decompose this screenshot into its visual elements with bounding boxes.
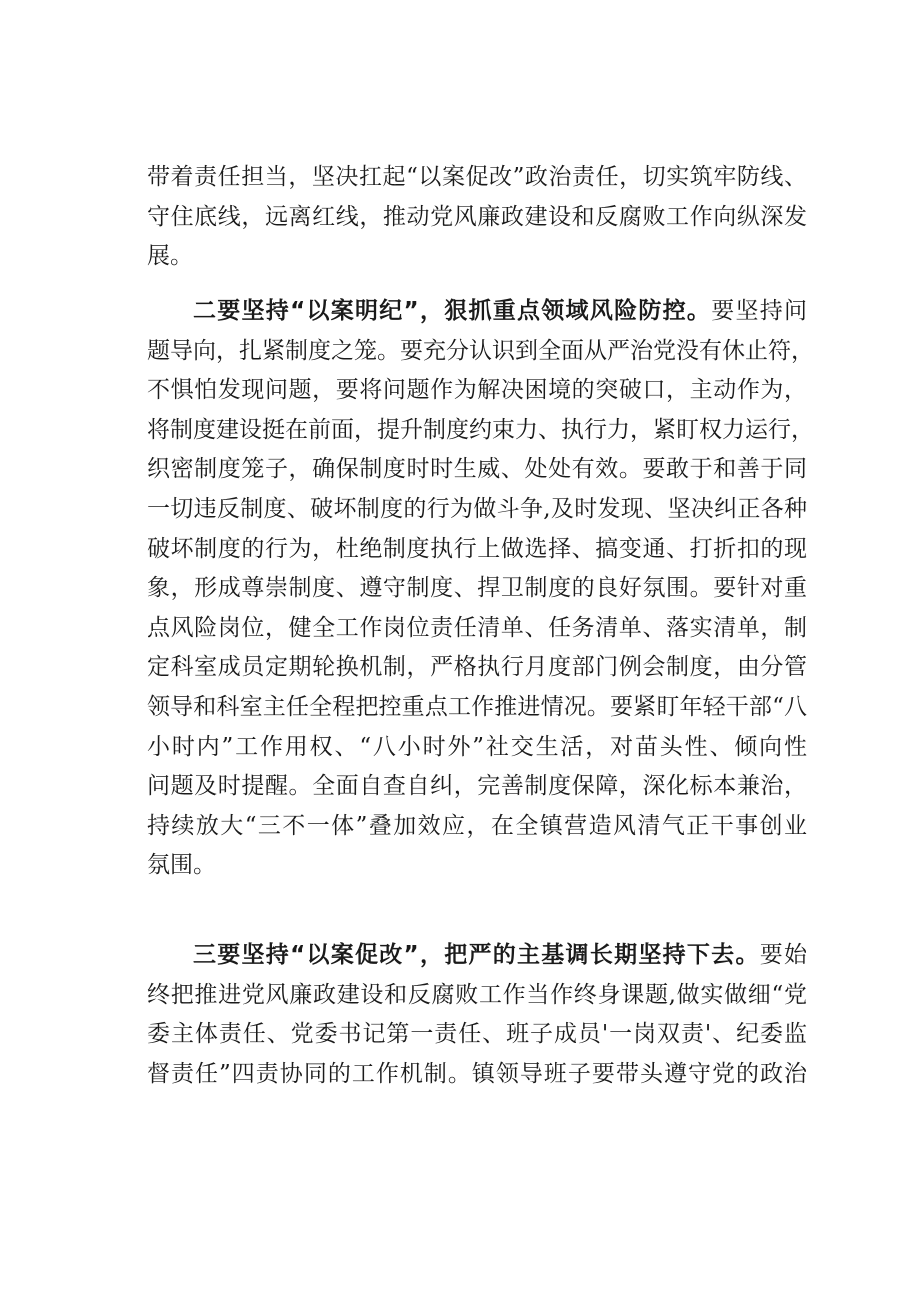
paragraph-2-line: 领导和科室主任全程把控重点工作推进情况。要紧盯年轻干部“八 bbox=[147, 693, 807, 720]
paragraph-3 bbox=[147, 936, 807, 1094]
paragraph-1-line: 展。 bbox=[147, 243, 193, 270]
paragraph-2-line: 象，形成尊崇制度、遵守制度、捍卫制度的良好氛围。要针对重 bbox=[147, 575, 807, 602]
paragraph-2-line: 氛围。 bbox=[147, 852, 216, 879]
paragraph-2-line: 持续放大“三不一体”叠加效应，在全镇营造风清气正干事创业 bbox=[147, 812, 807, 839]
paragraph-2-first-line-rest: 要坚持问 bbox=[711, 298, 807, 324]
paragraph-2-line: 破坏制度的行为，杜绝制度执行上做选择、搞变通、打折扣的现 bbox=[147, 535, 807, 562]
paragraph-1-line: 守住底线，远离红线，推动党风廉政建设和反腐败工作向纵深发 bbox=[147, 203, 807, 230]
paragraph-2-line: 织密制度笼子，确保制度时时生威、处处有效。要敢于和善于同 bbox=[147, 456, 807, 483]
paragraph-2-line: 题导向，扎紧制度之笼。要充分认识到全面从严治党没有休止符， bbox=[147, 337, 814, 364]
paragraph-2-first-line bbox=[147, 292, 807, 332]
paragraph-1-line: 带着责任担当，坚决扛起“以案促改”政治责任，切实筑牢防线、 bbox=[147, 164, 807, 190]
paragraph-3-first-line bbox=[147, 936, 807, 976]
paragraph-2-line: 小时内”工作用权、“八小时外”社交生活，对苗头性、倾向性 bbox=[147, 733, 807, 760]
paragraph-2-line: 点风险岗位，健全工作岗位责任清单、任务清单、落实清单，制 bbox=[147, 614, 807, 641]
paragraph-3-line: 委主体责任、党委书记第一责任、班子成员'一岗双责'、纪委监 bbox=[147, 1021, 807, 1048]
paragraph-3-line: 终把推进党风廉政建设和反腐败工作当作终身课题,做实做细“党 bbox=[147, 981, 807, 1008]
paragraph-2-line: 一切违反制度、破坏制度的行为做斗争,及时发现、坚决纠正各种 bbox=[147, 495, 807, 522]
paragraph-2-line: 问题及时提醒。全面自查自纠，完善制度保障，深化标本兼治， bbox=[147, 773, 807, 800]
paragraph-3-line: 督责任”四责协同的工作机制。镇领导班子要带头遵守党的政治 bbox=[147, 1060, 807, 1087]
paragraph-2-heading: 二要坚持“以案明纪”，狠抓重点领域风险防控。 bbox=[193, 298, 712, 324]
paragraph-1 bbox=[147, 158, 807, 277]
paragraph-2 bbox=[147, 292, 814, 886]
paragraph-2-line: 定科室成员定期轮换机制，严格执行月度部门例会制度，由分管 bbox=[147, 654, 807, 681]
paragraph-3-first-line-rest: 要始 bbox=[759, 942, 808, 968]
paragraph-2-line: 将制度建设挺在前面，提升制度约束力、执行力，紧盯权力运行， bbox=[147, 416, 814, 443]
paragraph-3-heading: 三要坚持“以案促改”，把严的主基调长期坚持下去。 bbox=[193, 942, 760, 968]
paragraph-2-line: 不惧怕发现问题，要将问题作为解决困境的突破口，主动作为， bbox=[147, 377, 807, 404]
